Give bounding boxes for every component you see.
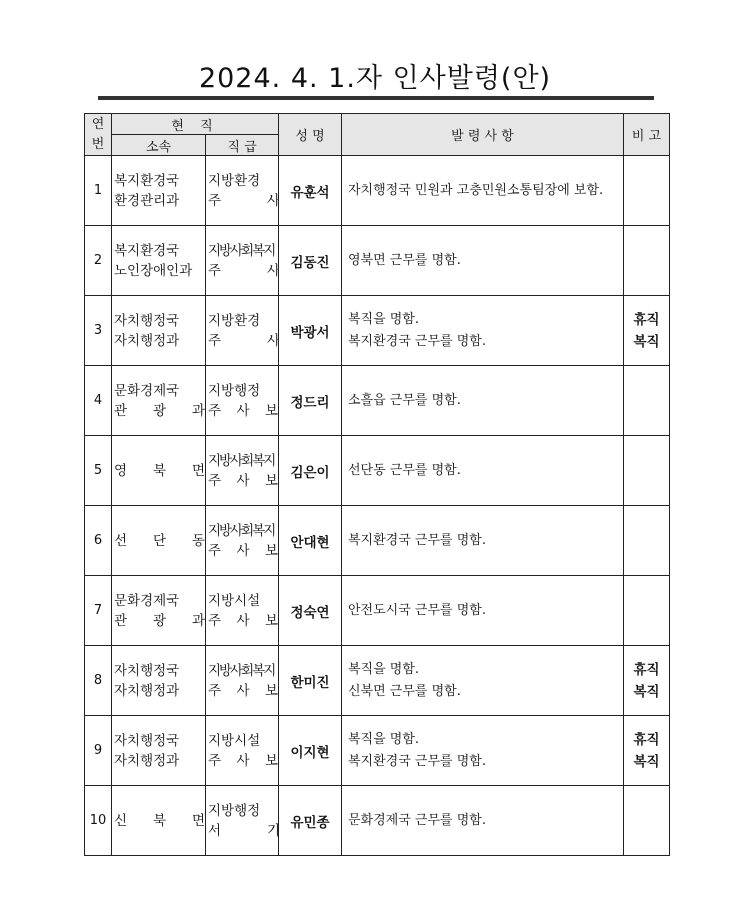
document-title: 2024. 4. 1.자 인사발령(안): [198, 63, 552, 94]
current-rank: [206, 366, 279, 436]
table-row: [85, 226, 670, 296]
order-details: [342, 436, 624, 506]
remarks: [624, 506, 670, 576]
current-rank: [206, 716, 279, 786]
person-name: 정드리: [279, 366, 342, 436]
rank-line: 서 기: [208, 822, 278, 839]
person-name: 안대현: [279, 506, 342, 576]
order-line: 복지환경국 근무를 명함.: [348, 532, 486, 548]
table-row: [85, 436, 670, 506]
current-department: [112, 576, 206, 646]
current-rank: [206, 786, 279, 856]
order-line: 문화경제국 근무를 명함.: [348, 812, 486, 828]
row-number: 1: [85, 156, 112, 226]
rank-line: 주 사 보: [208, 542, 278, 559]
order-line: 안전도시국 근무를 명함.: [348, 602, 486, 618]
order-line: 복지환경국 근무를 명함.: [348, 333, 486, 349]
department-line: 문화경제국: [114, 592, 180, 609]
rank-line: 지방환경: [208, 172, 261, 189]
order-details: [342, 786, 624, 856]
remarks: [624, 716, 670, 786]
department-line: 복지환경국: [114, 242, 180, 259]
department-line: 환경관리과: [114, 192, 180, 209]
department-line: 자치행정과: [114, 332, 180, 349]
person-name: 박광서: [279, 296, 342, 366]
table-row: [85, 296, 670, 366]
rank-line: 지방환경: [208, 312, 261, 329]
current-department: [112, 646, 206, 716]
department-line: 자치행정과: [114, 682, 180, 699]
current-department: [112, 366, 206, 436]
department-line: 자치행정과: [114, 752, 180, 769]
row-number: 4: [85, 366, 112, 436]
department-line: 자치행정국: [114, 662, 180, 679]
person-name: 이지현: [279, 716, 342, 786]
order-line: 복지환경국 근무를 명함.: [348, 753, 486, 769]
table-row: [85, 786, 670, 856]
personnel-order-table: [84, 113, 670, 856]
department-line: 관 광 과: [114, 402, 205, 419]
department-line: 관 광 과: [114, 612, 205, 629]
person-name: 유민종: [279, 786, 342, 856]
remark-line: 복직: [633, 683, 660, 700]
person-name: 유훈석: [279, 156, 342, 226]
order-details: [342, 156, 624, 226]
current-rank: [206, 226, 279, 296]
current-department: [112, 506, 206, 576]
department-line: 자치행정국: [114, 312, 180, 329]
table-row: [85, 646, 670, 716]
rank-line: 지방사회복지: [208, 522, 275, 539]
person-name: 김동진: [279, 226, 342, 296]
rank-line: 주 사: [208, 262, 278, 279]
department-line: 자치행정국: [114, 732, 180, 749]
row-number: 9: [85, 716, 112, 786]
rank-line: 지방사회복지: [208, 452, 275, 469]
row-number: 5: [85, 436, 112, 506]
row-number: 6: [85, 506, 112, 576]
rank-line: 지방행정: [208, 802, 261, 819]
order-line: 영북면 근무를 명함.: [348, 252, 461, 268]
current-rank: [206, 646, 279, 716]
header-no: [85, 114, 112, 156]
header-order: 발 령 사 항: [342, 114, 624, 156]
header-note: 비 고: [624, 114, 670, 156]
current-department: [112, 436, 206, 506]
row-number: 2: [85, 226, 112, 296]
row-number: 7: [85, 576, 112, 646]
order-details: [342, 716, 624, 786]
table-row: [85, 366, 670, 436]
order-line: 선단동 근무를 명함.: [348, 462, 461, 478]
remark-line: 휴직: [633, 311, 660, 328]
order-details: [342, 366, 624, 436]
rank-line: 주 사: [208, 192, 278, 209]
header-no-label: 연 번: [91, 116, 105, 152]
order-line: 자치행정국 민원과 고충민원소통팀장에 보함.: [348, 182, 604, 198]
row-number: 8: [85, 646, 112, 716]
person-name: 김은이: [279, 436, 342, 506]
current-department: [112, 716, 206, 786]
remarks: [624, 296, 670, 366]
department-line: 선 단 동: [114, 532, 205, 549]
order-details: [342, 296, 624, 366]
table-row: [85, 576, 670, 646]
row-number: 10: [85, 786, 112, 856]
order-line: 소흘읍 근무를 명함.: [348, 392, 461, 408]
table-row: [85, 506, 670, 576]
department-line: 복지환경국: [114, 172, 180, 189]
current-department: [112, 226, 206, 296]
rank-line: 주 사 보: [208, 752, 278, 769]
rank-line: 지방사회복지: [208, 662, 275, 679]
title-underline: [98, 96, 654, 100]
order-line: 복직을 명함.: [348, 661, 420, 677]
header-name: 성 명: [279, 114, 342, 156]
person-name: 정숙연: [279, 576, 342, 646]
current-rank: [206, 296, 279, 366]
rank-line: 지방시설: [208, 592, 261, 609]
department-line: 영 북 면: [114, 462, 205, 479]
remarks: [624, 436, 670, 506]
department-line: 노인장애인과: [114, 262, 193, 279]
header-dept: 소속: [112, 135, 206, 156]
department-line: 신 북 면: [114, 812, 205, 829]
header-rank: 직 급: [206, 135, 279, 156]
current-rank: [206, 156, 279, 226]
rank-line: 주 사 보: [208, 612, 278, 629]
remarks: [624, 646, 670, 716]
person-name: 한미진: [279, 646, 342, 716]
remarks: [624, 366, 670, 436]
row-number: 3: [85, 296, 112, 366]
rank-line: 주 사: [208, 332, 278, 349]
remark-line: 휴직: [633, 661, 660, 678]
rank-line: 지방행정: [208, 382, 261, 399]
remark-line: 복직: [633, 333, 660, 350]
header-current: 현 직: [112, 114, 279, 135]
rank-line: 주 사 보: [208, 682, 278, 699]
remarks: [624, 576, 670, 646]
rank-line: 주 사 보: [208, 402, 278, 419]
current-rank: [206, 576, 279, 646]
table-row: [85, 716, 670, 786]
remark-line: 복직: [633, 753, 660, 770]
rank-line: 지방사회복지: [208, 242, 275, 259]
order-details: [342, 576, 624, 646]
current-department: [112, 786, 206, 856]
current-rank: [206, 506, 279, 576]
order-line: 복직을 명함.: [348, 731, 420, 747]
order-details: [342, 646, 624, 716]
order-line: 복직을 명함.: [348, 311, 420, 327]
order-details: [342, 506, 624, 576]
table-row: [85, 156, 670, 226]
rank-line: 지방시설: [208, 732, 261, 749]
remark-line: 휴직: [633, 731, 660, 748]
order-details: [342, 226, 624, 296]
rank-line: 주 사 보: [208, 472, 278, 489]
current-department: [112, 156, 206, 226]
department-line: 문화경제국: [114, 382, 180, 399]
remarks: [624, 786, 670, 856]
current-rank: [206, 436, 279, 506]
remarks: [624, 226, 670, 296]
remarks: [624, 156, 670, 226]
current-department: [112, 296, 206, 366]
order-line: 신북면 근무를 명함.: [348, 683, 461, 699]
